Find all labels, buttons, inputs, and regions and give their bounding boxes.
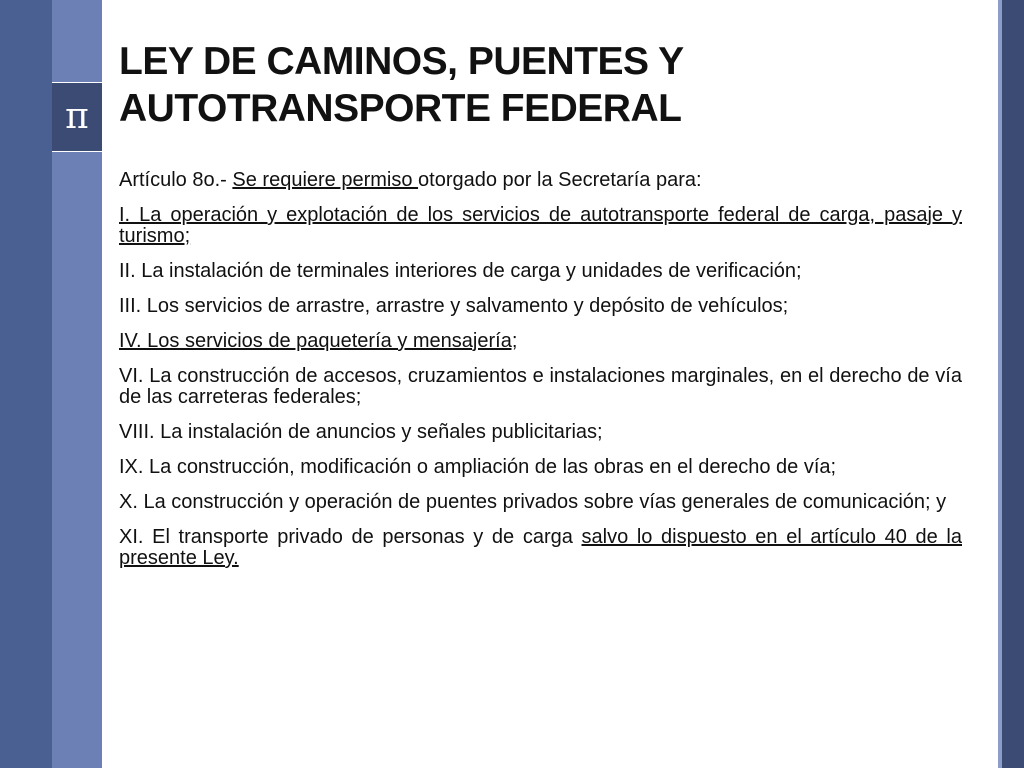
intro-suffix: otorgado por la Secretaría para:	[418, 169, 702, 191]
item-ii: II. La instalación de terminales interiores de carga y unidades de verificación;	[119, 260, 802, 282]
item-iv: IV. Los servicios de paquetería y mensajería;	[119, 330, 518, 352]
article-body	[119, 170, 962, 583]
intro-prefix: Artículo 8o.-	[119, 169, 233, 191]
title-line-2: AUTOTRANSPORTE FEDERAL	[119, 87, 682, 130]
left-outer-band	[0, 0, 52, 768]
item-xi-prefix: XI. El transporte privado de personas y de carga	[119, 526, 582, 548]
item-xi-underlined: salvo lo dispuesto en el artículo 40 de la presente Ley.	[119, 526, 963, 569]
pi-icon	[52, 82, 103, 152]
pi-glyph: π	[65, 96, 89, 137]
intro-underlined: Se requiere permiso	[232, 169, 419, 191]
slide-title	[119, 38, 979, 132]
item-vi: VI. La construcción de accesos, cruzamientos e instalaciones marginales, en el derecho de vía de las carreteras federales;	[119, 365, 962, 408]
article-intro	[119, 170, 962, 191]
item-iii: III. Los servicios de arrastre, arrastre y salvamento y depósito de vehículos;	[119, 295, 789, 317]
title-line-1: LEY DE CAMINOS, PUENTES Y	[119, 40, 684, 83]
item-x: X. La construcción y operación de puentes privados sobre vías generales de comunicación; y	[119, 491, 947, 513]
item-i: I. La operación y explotación de los servicios de autotransporte federal de carga, pasaje y turismo;	[119, 204, 962, 247]
item-viii: VIII. La instalación de anuncios y señales publicitarias;	[119, 421, 603, 443]
right-outer-band	[1002, 0, 1024, 768]
item-xi	[119, 527, 962, 569]
item-ix: IX. La construcción, modificación o ampliación de las obras en el derecho de vía;	[119, 456, 837, 478]
